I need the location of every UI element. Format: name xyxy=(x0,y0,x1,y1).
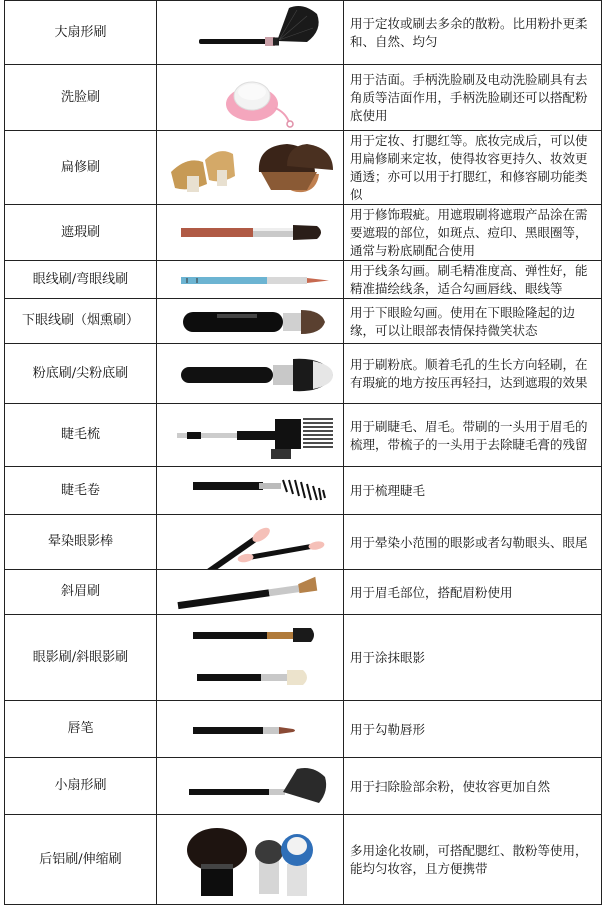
brush-name: 遮瑕刷 xyxy=(5,205,157,261)
table-row xyxy=(5,570,602,615)
brush-name: 大扇形刷 xyxy=(5,1,157,65)
table-row xyxy=(5,261,602,299)
brush-name: 晕染眼影棒 xyxy=(5,515,157,570)
smudge-brush-image xyxy=(157,299,344,344)
table-row xyxy=(5,467,602,515)
brush-name: 睫毛卷 xyxy=(5,467,157,515)
table-row xyxy=(5,404,602,467)
brush-name: 眼线刷/弯眼线刷 xyxy=(5,261,157,299)
brush-name: 眼影刷/斜眼影刷 xyxy=(5,615,157,701)
table-row xyxy=(5,615,602,701)
brush-description: 用于定妆或刷去多余的散粉。比用粉扑更柔和、自然、均匀 xyxy=(344,1,602,65)
brush-name: 斜眉刷 xyxy=(5,570,157,615)
table-row xyxy=(5,1,602,65)
spoolie-brush-image xyxy=(157,467,344,515)
concealer-brush-image xyxy=(157,205,344,261)
table-row xyxy=(5,515,602,570)
table-row xyxy=(5,299,602,344)
lash-comb-image xyxy=(157,404,344,467)
table-row xyxy=(5,344,602,404)
fan-brush-large-image xyxy=(157,1,344,65)
sponge-applicator-image xyxy=(157,515,344,570)
brush-description: 用于勾勒唇形 xyxy=(344,701,602,758)
brush-description: 用于涂抹眼影 xyxy=(344,615,602,701)
brush-description: 用于扫除脸部余粉，使妆容更加自然 xyxy=(344,758,602,815)
brush-name: 小扇形刷 xyxy=(5,758,157,815)
angled-brow-brush-image xyxy=(157,570,344,615)
brush-name: 下眼线刷（烟熏刷） xyxy=(5,299,157,344)
brush-table xyxy=(4,0,602,905)
brush-name: 睫毛梳 xyxy=(5,404,157,467)
brush-name: 洗脸刷 xyxy=(5,65,157,131)
brush-description: 多用途化妆刷，可搭配腮红、散粉等使用，能均匀妆容，且方便携带 xyxy=(344,815,602,905)
brush-description: 用于洁面。手柄洗脸刷及电动洗脸刷具有去角质等洁面作用，手柄洗脸刷还可以搭配粉底使用 xyxy=(344,65,602,131)
brush-description: 用于刷粉底。顺着毛孔的生长方向轻刷，在有瑕疵的地方按压再轻扫，达到遮瑕的效果 xyxy=(344,344,602,404)
table-row xyxy=(5,205,602,261)
brush-description: 用于线条勾画。刷毛精准度高、弹性好，能精准描绘线条，适合勾画唇线、眼线等 xyxy=(344,261,602,299)
brush-description: 用于刷睫毛、眉毛。带刷的一头用于眉毛的梳理，带梳子的一头用于去除睫毛膏的残留 xyxy=(344,404,602,467)
brush-description: 用于下眼睑勾画。使用在下眼睑隆起的边缘，可以让眼部表情保持微笑状态 xyxy=(344,299,602,344)
eyeshadow-brushes-image xyxy=(157,615,344,701)
brush-description: 用于眉毛部位，搭配眉粉使用 xyxy=(344,570,602,615)
face-wash-brush-image xyxy=(157,65,344,131)
foundation-brush-image xyxy=(157,344,344,404)
table-row xyxy=(5,65,602,131)
brush-name: 后铝刷/伸缩刷 xyxy=(5,815,157,905)
brush-name: 唇笔 xyxy=(5,701,157,758)
lip-brush-image xyxy=(157,701,344,758)
brush-description: 用于梳理睫毛 xyxy=(344,467,602,515)
kabuki-brushes-image xyxy=(157,815,344,905)
brush-description: 用于修饰瑕疵。用遮瑕刷将遮瑕产品涂在需要遮瑕的部位，如斑点、痘印、黑眼圈等，通常与粉底刷配合使用 xyxy=(344,205,602,261)
table-row xyxy=(5,701,602,758)
flat-contour-brush-image xyxy=(157,131,344,205)
brush-name: 粉底刷/尖粉底刷 xyxy=(5,344,157,404)
brush-description: 用于晕染小范围的眼影或者勾勒眼头、眼尾 xyxy=(344,515,602,570)
fan-brush-small-image xyxy=(157,758,344,815)
table-row xyxy=(5,131,602,205)
table-row xyxy=(5,815,602,905)
table-row xyxy=(5,758,602,815)
eyeliner-brush-image xyxy=(157,261,344,299)
brush-name: 扁修刷 xyxy=(5,131,157,205)
brush-description: 用于定妆、打腮红等。底妆完成后，可以使用扁修刷来定妆，使得妆容更持久、妆效更通透；亦可以用于打腮红，和修容刷功能类似 xyxy=(344,131,602,205)
